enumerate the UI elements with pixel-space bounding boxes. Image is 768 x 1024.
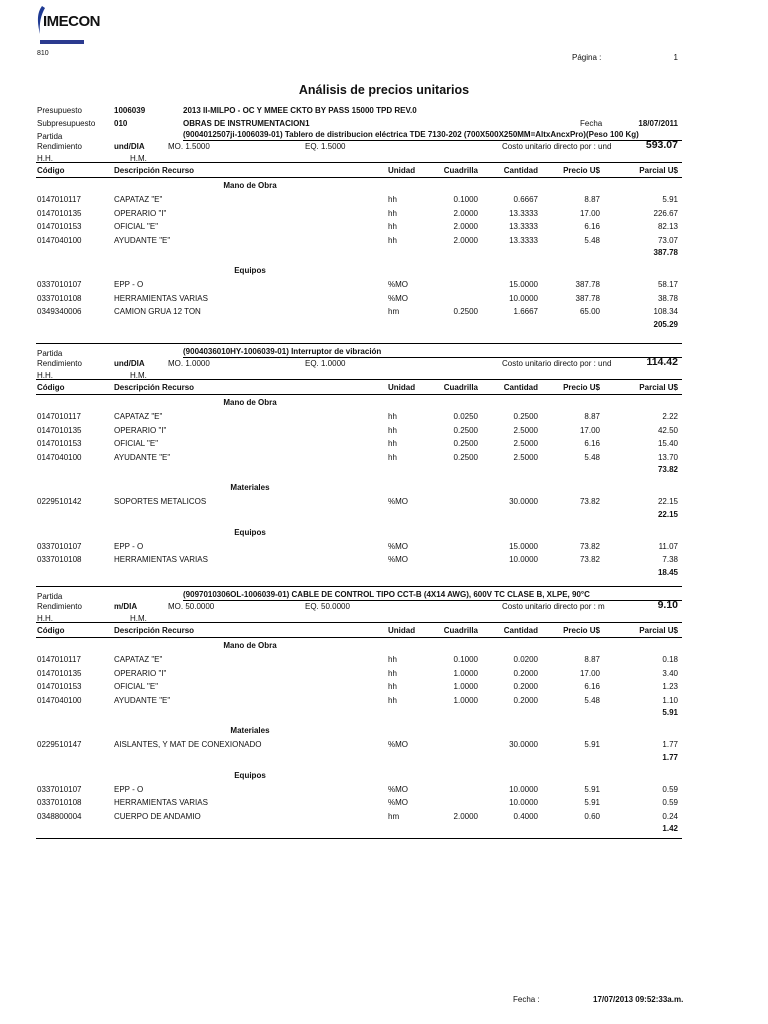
resource-unit: hh (388, 222, 397, 231)
resource-parcial: 1.77 (662, 740, 678, 749)
presupuesto-label: Presupuesto (37, 106, 82, 115)
resource-unit: hh (388, 452, 397, 462)
resource-description: OPERARIO "I" (114, 668, 167, 678)
footer-fecha-value: 17/07/2013 09:52:33a.m. (593, 995, 684, 1004)
subpresupuesto-desc: OBRAS DE INSTRUMENTACION1 (183, 119, 310, 128)
column-codigo: Código (37, 626, 65, 635)
resource-precio: 65.00 (579, 307, 600, 316)
resource-cantidad: 1.6667 (513, 307, 538, 316)
resource-code: 0147010135 (37, 208, 82, 218)
resource-unit: hh (388, 655, 397, 664)
resource-cuadrilla: 0.2500 (453, 425, 478, 435)
resource-parcial: 5.91 (662, 195, 678, 204)
partida-underline (183, 600, 682, 601)
resource-code: 0337010107 (37, 280, 82, 289)
resource-description: AYUDANTE "E" (114, 695, 171, 705)
resource-cantidad: 15.0000 (509, 541, 538, 551)
resource-parcial: 3.40 (662, 668, 678, 678)
costo-unitario: 9.10 (657, 599, 678, 611)
page-label: Página : (572, 53, 602, 62)
eq-value: EQ. 1.5000 (305, 142, 346, 151)
resource-cuadrilla: 0.0250 (453, 412, 478, 421)
resource-precio: 73.82 (579, 541, 600, 551)
hm-label: H.M. (130, 371, 147, 380)
column-unidad: Unidad (388, 383, 416, 392)
resource-cantidad: 13.3333 (509, 235, 538, 245)
column-descripcion: Descripción Recurso (114, 626, 195, 635)
resource-description: CAPATAZ "E" (114, 412, 163, 421)
hm-label: H.M. (130, 154, 147, 163)
resource-unit: %MO (388, 497, 408, 506)
resource-code: 0147040100 (37, 695, 82, 705)
resource-parcial: 1.10 (662, 695, 678, 705)
column-parcial: Parcial U$ (639, 166, 678, 175)
logo-subtext-bar (40, 40, 84, 44)
eq-value: EQ. 1.0000 (305, 359, 346, 368)
page-number: 1 (673, 53, 678, 62)
resource-code: 0147010117 (37, 655, 81, 664)
group-subtotal: 5.91 (662, 708, 678, 717)
hh-label: H.H. (37, 371, 53, 380)
resource-cantidad: 10.0000 (509, 555, 538, 564)
resource-cantidad: 30.0000 (509, 497, 538, 506)
subpresupuesto-label: Subpresupuesto (37, 119, 96, 128)
resource-precio: 5.48 (584, 235, 600, 245)
rendimiento-unit: und/DIA (114, 142, 145, 151)
column-precio: Precio U$ (563, 626, 600, 635)
eq-value: EQ. 50.0000 (305, 602, 350, 611)
resource-cantidad: 0.2000 (513, 668, 538, 678)
partida-label: Partida (37, 349, 63, 358)
header-rule-top (36, 622, 682, 623)
resource-description: CAMION GRUA 12 TON (114, 307, 201, 316)
resource-cuadrilla: 0.2500 (453, 452, 478, 462)
resource-code: 0147040100 (37, 452, 82, 462)
header-rule-bottom (36, 637, 682, 638)
rendimiento-unit: und/DIA (114, 359, 145, 368)
column-unidad: Unidad (388, 166, 416, 175)
rendimiento-label: Rendimiento (37, 602, 82, 611)
group-subtotal: 387.78 (653, 248, 678, 257)
resource-description: EPP - O (114, 541, 144, 551)
mo-value: MO. 1.5000 (168, 142, 210, 151)
resource-description: HERRAMIENTAS VARIAS (114, 555, 208, 564)
resource-parcial: 0.59 (662, 784, 678, 794)
resource-code: 0147010135 (37, 668, 82, 678)
resource-unit: hh (388, 412, 397, 421)
resource-unit: hh (388, 695, 397, 705)
group-subtotal: 18.45 (657, 567, 678, 577)
resource-description: SOPORTES METALICOS (114, 497, 207, 506)
resource-unit: %MO (388, 541, 408, 551)
resource-description: CAPATAZ "E" (114, 195, 163, 204)
company-logo: IMECON (43, 13, 100, 30)
resource-cuadrilla: 0.2500 (453, 439, 478, 448)
header-rule-bottom (36, 394, 682, 395)
column-codigo: Código (37, 383, 65, 392)
column-cantidad: Cantidad (503, 383, 538, 392)
resource-code: 0229510142 (37, 497, 82, 506)
resource-unit: %MO (388, 740, 408, 749)
resource-precio: 8.87 (584, 655, 600, 664)
group-subtotal: 205.29 (653, 319, 678, 329)
partida-label: Partida (37, 132, 63, 141)
resource-unit: hh (388, 208, 397, 218)
footer-fecha-label: Fecha : (513, 995, 540, 1004)
resource-code: 0337010107 (37, 784, 82, 794)
column-cantidad: Cantidad (503, 166, 538, 175)
end-rule (36, 838, 682, 839)
resource-code: 0147010117 (37, 195, 81, 204)
mo-value: MO. 1.0000 (168, 359, 210, 368)
partida-description: (9004036010HY-1006039-01) Interruptor de vibración (183, 347, 382, 356)
rendimiento-label: Rendimiento (37, 359, 82, 368)
resource-unit: %MO (388, 555, 408, 564)
resource-precio: 387.78 (575, 280, 600, 289)
partida-description: (9097010306OL-1006039-01) CABLE DE CONTROL TIPO CCT-B (4X14 AWG), 600V TC CLASE B, XLPE, 90°C (183, 590, 590, 599)
resource-description: OFICIAL "E" (114, 682, 159, 691)
resource-precio: 73.82 (579, 555, 600, 564)
costo-label: Costo unitario directo por : und (502, 142, 612, 151)
resource-cantidad: 0.2500 (513, 412, 538, 421)
resource-code: 0337010108 (37, 555, 82, 564)
costo-unitario: 593.07 (645, 139, 678, 151)
partida-underline (183, 140, 682, 141)
fecha-value: 18/07/2011 (638, 119, 678, 128)
group-title: Equipos (234, 770, 266, 780)
resource-unit: hh (388, 195, 397, 204)
resource-unit: hm (388, 307, 400, 316)
resource-parcial: 226.67 (653, 208, 678, 218)
resource-cuadrilla: 2.0000 (453, 811, 478, 821)
resource-precio: 6.16 (584, 439, 600, 448)
resource-code: 0147010153 (37, 682, 82, 691)
resource-unit: hh (388, 682, 397, 691)
resource-code: 0147010153 (37, 439, 82, 448)
resource-precio: 6.16 (584, 222, 600, 231)
resource-cantidad: 30.0000 (509, 740, 538, 749)
resource-cantidad: 13.3333 (509, 222, 538, 231)
resource-cuadrilla: 1.0000 (453, 695, 478, 705)
resource-parcial: 108.34 (653, 307, 678, 316)
group-title: Mano de Obra (223, 181, 277, 190)
resource-parcial: 11.07 (658, 541, 678, 551)
column-cuadrilla: Cuadrilla (443, 383, 478, 392)
resource-cuadrilla: 2.0000 (453, 222, 478, 231)
header-rule-bottom (36, 177, 682, 178)
header-rule-top (36, 162, 682, 163)
resource-parcial: 13.70 (657, 452, 678, 462)
resource-cuadrilla: 0.1000 (453, 655, 478, 664)
resource-description: CAPATAZ "E" (114, 655, 163, 664)
resource-parcial: 42.50 (657, 425, 678, 435)
resource-description: OFICIAL "E" (114, 439, 159, 448)
resource-parcial: 73.07 (657, 235, 678, 245)
resource-unit: hh (388, 235, 397, 245)
subpresupuesto-code: 010 (114, 119, 128, 128)
presupuesto-code: 1006039 (114, 106, 146, 115)
resource-cuadrilla: 0.2500 (453, 307, 478, 316)
resource-parcial: 1.23 (662, 682, 678, 691)
partida-separator (36, 343, 682, 344)
resource-parcial: 58.17 (657, 280, 678, 289)
resource-precio: 17.00 (579, 208, 600, 218)
column-descripcion: Descripción Recurso (114, 166, 195, 175)
resource-precio: 5.91 (584, 784, 600, 794)
resource-unit: %MO (388, 280, 408, 289)
resource-cantidad: 0.4000 (513, 811, 538, 821)
hh-label: H.H. (37, 154, 53, 163)
resource-description: EPP - O (114, 280, 144, 289)
resource-parcial: 22.15 (657, 497, 678, 506)
group-title: Equipos (234, 266, 266, 275)
resource-cuadrilla: 1.0000 (453, 668, 478, 678)
column-unidad: Unidad (388, 626, 416, 635)
resource-description: AYUDANTE "E" (114, 235, 171, 245)
resource-parcial: 2.22 (662, 412, 678, 421)
group-subtotal: 1.42 (662, 824, 678, 833)
resource-precio: 5.91 (584, 740, 600, 749)
page-title: Análisis de precios unitarios (298, 83, 470, 97)
column-cantidad: Cantidad (503, 626, 538, 635)
resource-unit: hh (388, 439, 397, 448)
resource-cantidad: 10.0000 (509, 293, 538, 303)
resource-code: 0147010117 (37, 412, 81, 421)
resource-cantidad: 15.0000 (509, 280, 538, 289)
costo-label: Costo unitario directo por : und (502, 359, 612, 368)
partida-underline (183, 357, 682, 358)
fecha-label: Fecha (580, 119, 603, 128)
resource-code: 0349340006 (37, 307, 82, 316)
partida-separator (36, 586, 682, 587)
group-title: Mano de Obra (223, 398, 277, 407)
resource-precio: 0.60 (584, 811, 600, 821)
resource-code: 0147010153 (37, 222, 82, 231)
hm-label: H.M. (130, 614, 147, 623)
resource-precio: 5.91 (584, 798, 600, 807)
resource-description: OPERARIO "I" (114, 425, 167, 435)
resource-cantidad: 2.5000 (513, 425, 538, 435)
header-rule-top (36, 379, 682, 380)
costo-unitario: 114.42 (646, 356, 678, 368)
resource-precio: 387.78 (575, 293, 600, 303)
resource-parcial: 0.24 (662, 811, 678, 821)
resource-description: EPP - O (114, 784, 144, 794)
resource-parcial: 7.38 (662, 555, 678, 564)
resource-code: 0337010107 (37, 541, 82, 551)
resource-parcial: 15.40 (657, 439, 678, 448)
hh-label: H.H. (37, 614, 53, 623)
resource-code: 0348800004 (37, 811, 82, 821)
resource-parcial: 0.59 (662, 798, 678, 807)
costo-label: Costo unitario directo por : m (502, 602, 605, 611)
column-precio: Precio U$ (563, 166, 600, 175)
resource-precio: 5.48 (584, 452, 600, 462)
resource-cantidad: 2.5000 (513, 439, 538, 448)
mo-value: MO. 50.0000 (168, 602, 215, 611)
resource-description: HERRAMIENTAS VARIAS (114, 293, 208, 303)
resource-description: AISLANTES, Y MAT DE CONEXIONADO (114, 740, 262, 749)
column-precio: Precio U$ (563, 383, 600, 392)
group-title: Equipos (234, 527, 266, 537)
resource-description: AYUDANTE "E" (114, 452, 171, 462)
resource-precio: 17.00 (579, 668, 600, 678)
resource-unit: %MO (388, 798, 408, 807)
resource-precio: 8.87 (584, 412, 600, 421)
group-title: Materiales (230, 726, 270, 735)
presupuesto-desc: 2013 II-MILPO - OC Y MMEE CKTO BY PASS 15000 TPD REV.0 (183, 106, 417, 115)
group-title: Mano de Obra (223, 641, 277, 650)
resource-precio: 17.00 (579, 425, 600, 435)
resource-unit: hh (388, 425, 397, 435)
group-subtotal: 73.82 (657, 465, 678, 474)
resource-unit: hm (388, 811, 400, 821)
partida-label: Partida (37, 592, 63, 601)
resource-precio: 5.48 (584, 695, 600, 705)
column-codigo: Código (37, 166, 65, 175)
resource-cantidad: 0.2000 (513, 682, 538, 691)
resource-cantidad: 10.0000 (509, 784, 538, 794)
resource-code: 0229510147 (37, 740, 82, 749)
resource-description: HERRAMIENTAS VARIAS (114, 798, 208, 807)
partida-description: (9004012507ji-1006039-01) Tablero de distribucion eléctrica TDE 7130-202 (700X500X250MM=AltxAncxPro)(Peso 100 Kg) (183, 130, 639, 139)
resource-cantidad: 10.0000 (509, 798, 538, 807)
resource-unit: hh (388, 668, 397, 678)
resource-description: OFICIAL "E" (114, 222, 159, 231)
resource-cantidad: 0.0200 (513, 655, 538, 664)
resource-unit: %MO (388, 293, 408, 303)
resource-cuadrilla: 2.0000 (453, 235, 478, 245)
resource-cantidad: 2.5000 (513, 452, 538, 462)
group-title: Materiales (230, 483, 270, 492)
rendimiento-label: Rendimiento (37, 142, 82, 151)
resource-unit: %MO (388, 784, 408, 794)
resource-code: 0147040100 (37, 235, 82, 245)
column-parcial: Parcial U$ (639, 626, 678, 635)
resource-description: OPERARIO "I" (114, 208, 167, 218)
resource-parcial: 0.18 (662, 655, 678, 664)
resource-precio: 73.82 (579, 497, 600, 506)
resource-code: 0337010108 (37, 293, 82, 303)
resource-cuadrilla: 0.1000 (453, 195, 478, 204)
column-parcial: Parcial U$ (639, 383, 678, 392)
report-code: 810 (37, 50, 49, 57)
resource-parcial: 82.13 (657, 222, 678, 231)
resource-cantidad: 13.3333 (509, 208, 538, 218)
rendimiento-unit: m/DIA (114, 602, 138, 611)
column-cuadrilla: Cuadrilla (443, 166, 478, 175)
group-subtotal: 22.15 (657, 509, 678, 519)
resource-cantidad: 0.2000 (513, 695, 538, 705)
resource-precio: 8.87 (584, 195, 600, 204)
resource-description: CUERPO DE ANDAMIO (114, 811, 201, 821)
group-subtotal: 1.77 (662, 752, 678, 762)
column-descripcion: Descripción Recurso (114, 383, 195, 392)
resource-cuadrilla: 1.0000 (453, 682, 478, 691)
resource-precio: 6.16 (584, 682, 600, 691)
resource-code: 0337010108 (37, 798, 82, 807)
resource-cantidad: 0.6667 (513, 195, 538, 204)
resource-cuadrilla: 2.0000 (453, 208, 478, 218)
resource-code: 0147010135 (37, 425, 82, 435)
column-cuadrilla: Cuadrilla (443, 626, 478, 635)
resource-parcial: 38.78 (657, 293, 678, 303)
